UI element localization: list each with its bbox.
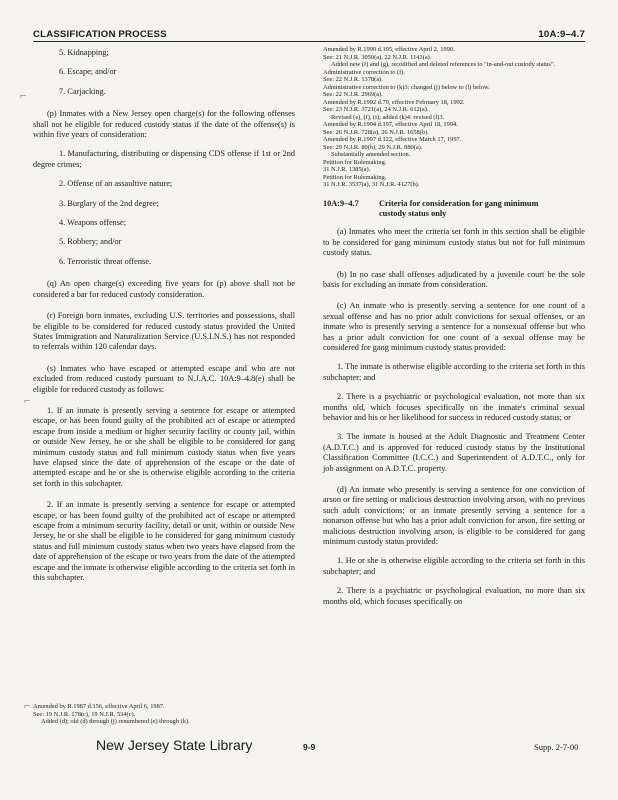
section-title-line1: Criteria for consideration for gang minimum (379, 198, 539, 208)
section-heading (323, 199, 585, 220)
history-note: See: 22 N.J.R. 2969(a). (323, 91, 383, 98)
history-note: See: 22 N.J.R. 1378(a). (323, 76, 383, 83)
history-note: See: 19 N.J.R. 178(c), 19 N.J.R. 534(c). (33, 710, 136, 718)
history-note: Petition for Rulemaking. (323, 158, 387, 166)
header-chapter-title: CLASSIFICATION PROCESS (33, 29, 167, 40)
history-note: Administrative correction to (f). (323, 68, 405, 76)
list-item: 3. Burglary of the 2nd degree; (59, 198, 159, 208)
paragraph-c3: 3. The inmate is housed at the Adult Diagnostic and Treatment Center (A.D.T.C.) and is approved for reduced custody status by the Institutional Classification Committee (I.C.C.) and Superintendent of A.D.T.C., only for job assignment on A.D.T.C. property. (323, 432, 585, 473)
history-note: See: 23 N.J.R. 3721(a), 24 N.J.R. 612(a). (323, 106, 429, 113)
history-note: Amended by R.1992 d.79, effective February 18, 1992. (323, 98, 465, 106)
paragraph-s2: 2. If an inmate is presently serving a sentence for escape or attempted escape, or has been found guilty of the prohibited act of escape or attempted escape from a minimum security facility, detail or unit, within or outside New Jersey, he or she shall be eligible to be considered for gang minimum custody status and full minimum custody status when two years have elapsed from the date of apprehension of the escape or two years from the date of the attempted escape and the inmate is otherwise eligible according to the criteria set forth in this subchapter. (33, 500, 295, 583)
history-note: Petition for Rulemaking. (323, 173, 387, 181)
left-column (33, 48, 295, 592)
list-item: 6. Terroristic threat offense. (59, 256, 151, 266)
history-note: Added new (f) and (g), recodified and deleted references to "in-and-out custody status". (331, 61, 556, 68)
paragraph-d1: 1. He or she is otherwise eligible according to the criteria set forth in this subchapter; and (323, 556, 585, 576)
paragraph-s1: 1. If an inmate is presently serving a sentence for escape or attempted escape, or has been found guilty of the prohibited act of escape or attempted escape from inside a medium or higher security facility or county jail, within or outside New Jersey, he or she shall be eligible to be considered for gang minimum custody status and full minimum custody status when five years have elapsed since the date of apprehension of the escape or the date of attempted escape and he or she is otherwise eligible according to the criteria set forth in this subchapter. (33, 405, 295, 488)
history-note: See: 21 N.J.R. 3050(a), 22 N.J.R. 1143(a). (323, 53, 432, 61)
list-item: 4. Weapons offense; (59, 218, 126, 228)
history-note: See: 29 N.J.R. 80(b), 29 N.J.R. 880(a). (323, 143, 423, 151)
paragraph-q: (q) An open charge(s) exceeding five years for (p) above shall not be considered a bar for reduced custody consideration. (33, 279, 295, 299)
paragraph-c1: 1. The inmate is otherwise eligible according to the criteria set forth in this subchapter; and (323, 362, 585, 382)
history-note: Amended by R.1994 d.197, effective April 18, 1994. (323, 121, 458, 128)
running-header (33, 25, 585, 42)
history-note: Substantially amended section. (331, 151, 411, 158)
history-note: Administrative correction to (k)3: changed (j) below to (l) below. (323, 83, 490, 91)
page-number: 9-9 (303, 742, 316, 752)
library-stamp: New Jersey State Library (96, 737, 253, 753)
paragraph-c: (c) An inmate who is presently serving a sentence for one count of a sexual offense and has no prior adult convictions for sexual offenses, or an inmate who is presently serving a sentence for a nonsexual offense but who has a prior adult conviction for one count of a sexual offense may be considered for gang minimum custody status provided: (323, 301, 585, 352)
list-item: 6. Escape; and/or (59, 67, 117, 77)
history-note: Amended by R.1987 d.156, effective April 6, 1987. (33, 703, 165, 710)
list-item: 2. Offense of an assaultive nature; (59, 179, 173, 189)
paragraph-a: (a) Inmates who meet the criteria set forth in this section shall be eligible to be considered for gang minimum custody status but not for full minimum custody status. (323, 227, 585, 258)
list-item: 1. Manufacturing, distributing or dispensing CDS offense if 1st or 2nd degree crimes; (33, 149, 295, 169)
history-note: Amended by R.1990 d.195, effective April 2, 1990. (323, 46, 455, 53)
paragraph-d: (d) An inmate who presently is serving a sentence for one conviction of arson or fire setting or malicious destruction involving arson, with no previous such adult convictions; or an inmate presently serving a sentence for a nonarson offense but who has a prior adult conviction for arson, fire setting or malicious destruction involving arson, is eligible to be considered for gang minimum custody status provided: (323, 485, 585, 547)
list-item: 7. Carjacking. (59, 86, 106, 96)
paragraph-c2: 2. There is a psychiatric or psychological evaluation, not more than six months old, which focuses specifically on the inmate's criminal sexual behavior and his or her likelihood for success in reduced custody status; or (323, 392, 585, 422)
history-note: Revised (e), (f), (i); added (k)4: revised (l)3. (331, 113, 445, 121)
margin-mark: ⌐ (20, 90, 27, 102)
left-history-notes (33, 703, 295, 726)
section-number: 10A:9–4.7 (323, 198, 359, 208)
list-item: 5. Robbery; and/or (59, 237, 122, 247)
paragraph-p: (p) Inmates with a New Jersey open charge(s) for the following offenses shall not be eligible for reduced custody status if the date of the offense(s) is within five years of consideration: (33, 109, 295, 140)
history-note: See: 26 N.J.R. 728(a), 26 N.J.R. 1658(b). (323, 128, 429, 136)
right-column (323, 46, 585, 616)
margin-mark: ⌐ (24, 700, 31, 712)
history-note: 31 N.J.R. 1385(a). (323, 166, 371, 173)
header-section-number: 10A:9–4.7 (538, 29, 585, 40)
paragraph-d2: 2. There is a psychiatric or psychological evaluation, no more than six months old, which focuses specifically on (323, 586, 585, 606)
history-note: 31 N.J.R. 3537(a), 31 N.J.R. 4127(b). (323, 181, 420, 188)
supplement-date: Supp. 2-7-00 (534, 742, 579, 752)
list-item: 5. Kidnapping; (59, 48, 109, 57)
margin-mark: ⌐ (24, 395, 31, 407)
history-note: Added (d); old (d) through (j) renumbered (e) through (k). (41, 718, 190, 725)
section-title-line2: custody status only (379, 208, 447, 218)
paragraph-s: (s) Inmates who have escaped or attempted escape and who are not excluded from reduced custody pursuant to N.J.A.C. 10A:9–4.8(e) shall be eligible for reduced custody as follows: (33, 363, 295, 394)
history-note: Amended by R.1997 d.122, effective March 17, 1997. (323, 136, 462, 143)
paragraph-r: (r) Foreign born inmates, excluding U.S. territories and possessions, shall be eligible to be considered for reduced custody status provided the United States Immigration and Naturalization Service (U.S.I.N.S.) has not responded to referrals within 120 calendar days. (33, 311, 295, 352)
paragraph-b: (b) In no case shall offenses adjudicated by a juvenile court be the sole basis for excluding an inmate from consideration. (323, 269, 585, 289)
